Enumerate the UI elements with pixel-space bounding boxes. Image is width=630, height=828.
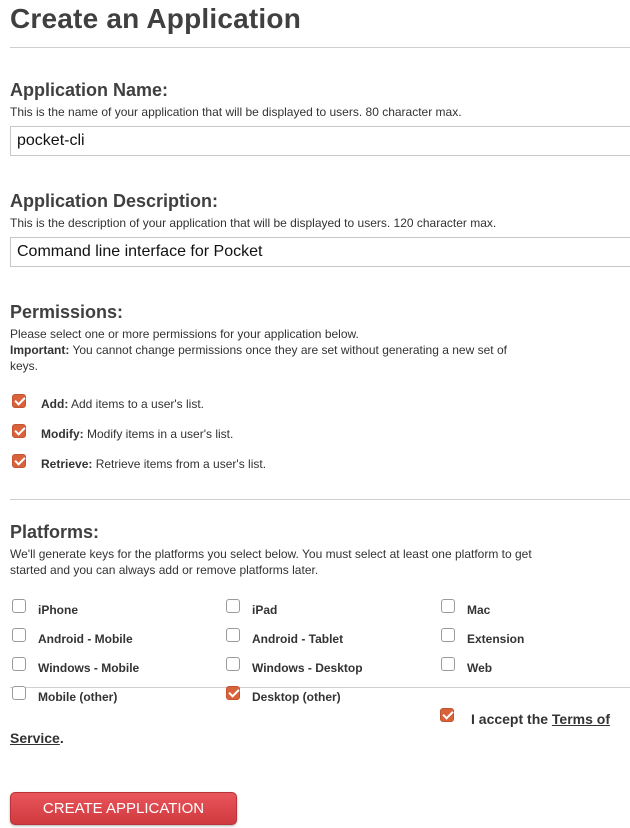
terms-prefix: I accept the — [471, 711, 552, 727]
app-name-input[interactable] — [10, 126, 630, 156]
permission-retrieve-desc: Retrieve items from a user's list. — [92, 457, 267, 471]
permission-modify-label — [41, 427, 233, 441]
terms-label-line2 — [10, 730, 64, 746]
platform-mac-label: Mac — [467, 603, 491, 617]
permission-add-checkbox[interactable] — [12, 394, 26, 408]
platform-mac-checkbox[interactable] — [441, 599, 455, 613]
permission-retrieve-name: Retrieve: — [41, 457, 93, 471]
terms-checkbox[interactable] — [440, 708, 454, 722]
terms-link-part1[interactable]: Terms of — [551, 711, 611, 727]
platform-web-label: Web — [467, 661, 493, 675]
platform-web-checkbox[interactable] — [441, 657, 455, 671]
app-description-input[interactable] — [10, 237, 630, 267]
platform-android-mobile-checkbox[interactable] — [12, 628, 26, 642]
terms-label-line1 — [471, 711, 610, 727]
platform-windows-mobile-checkbox[interactable] — [12, 657, 26, 671]
platform-desktop-other-label: Desktop (other) — [252, 690, 341, 704]
permissions-important-text: You cannot change permissions once they are set without generating a new set of keys. — [10, 343, 507, 373]
permissions-help — [10, 326, 530, 374]
platform-iphone-checkbox[interactable] — [12, 599, 26, 613]
permissions-important-label: Important: — [10, 343, 70, 357]
title-divider — [10, 47, 630, 48]
platform-windows-desktop-checkbox[interactable] — [226, 657, 240, 671]
platform-android-tablet-checkbox[interactable] — [226, 628, 240, 642]
permission-modify-checkbox[interactable] — [12, 424, 26, 438]
create-application-button[interactable]: CREATE APPLICATION — [10, 792, 237, 825]
platform-mobile-other-checkbox[interactable] — [12, 686, 26, 700]
terms-link-part2[interactable]: Service — [10, 730, 60, 746]
platform-extension-checkbox[interactable] — [441, 628, 455, 642]
app-description-label: Application Description: — [10, 191, 219, 211]
platform-desktop-other-checkbox[interactable] — [226, 686, 240, 700]
permissions-important — [10, 342, 530, 374]
page-title: Create an Application — [10, 3, 301, 34]
platform-extension-label: Extension — [467, 632, 525, 646]
permission-modify-name: Modify: — [41, 427, 84, 441]
platform-ipad-label: iPad — [252, 603, 278, 617]
app-name-help: This is the name of your application that will be displayed to users. 80 character max. — [10, 105, 462, 119]
platform-windows-mobile-label: Windows - Mobile — [38, 661, 140, 675]
permission-add-name: Add: — [41, 397, 69, 411]
platform-windows-desktop-label: Windows - Desktop — [252, 661, 363, 675]
platform-android-mobile-label: Android - Mobile — [38, 632, 133, 646]
terms-suffix: . — [59, 730, 64, 746]
app-description-help: This is the description of your application that will be displayed to users. 120 character max. — [10, 216, 497, 230]
permission-retrieve-label — [41, 457, 266, 471]
platforms-divider — [10, 687, 630, 688]
app-name-label: Application Name: — [10, 80, 169, 100]
platforms-help: We'll generate keys for the platforms you select below. You must select at least one platform to get started and you can always add or remove platforms later. — [10, 547, 532, 577]
permission-add-desc: Add items to a user's list. — [68, 397, 205, 411]
platform-iphone-label: iPhone — [38, 603, 79, 617]
platforms-label: Platforms: — [10, 522, 100, 542]
permission-retrieve-checkbox[interactable] — [12, 454, 26, 468]
permission-add-label — [41, 397, 204, 411]
platform-ipad-checkbox[interactable] — [226, 599, 240, 613]
permissions-label: Permissions: — [10, 302, 124, 322]
permissions-help-text: Please select one or more permissions for your application below. — [10, 327, 359, 341]
platform-mobile-other-label: Mobile (other) — [38, 690, 118, 704]
permission-modify-desc: Modify items in a user's list. — [83, 427, 234, 441]
permissions-divider — [10, 499, 630, 500]
platform-android-tablet-label: Android - Tablet — [252, 632, 344, 646]
